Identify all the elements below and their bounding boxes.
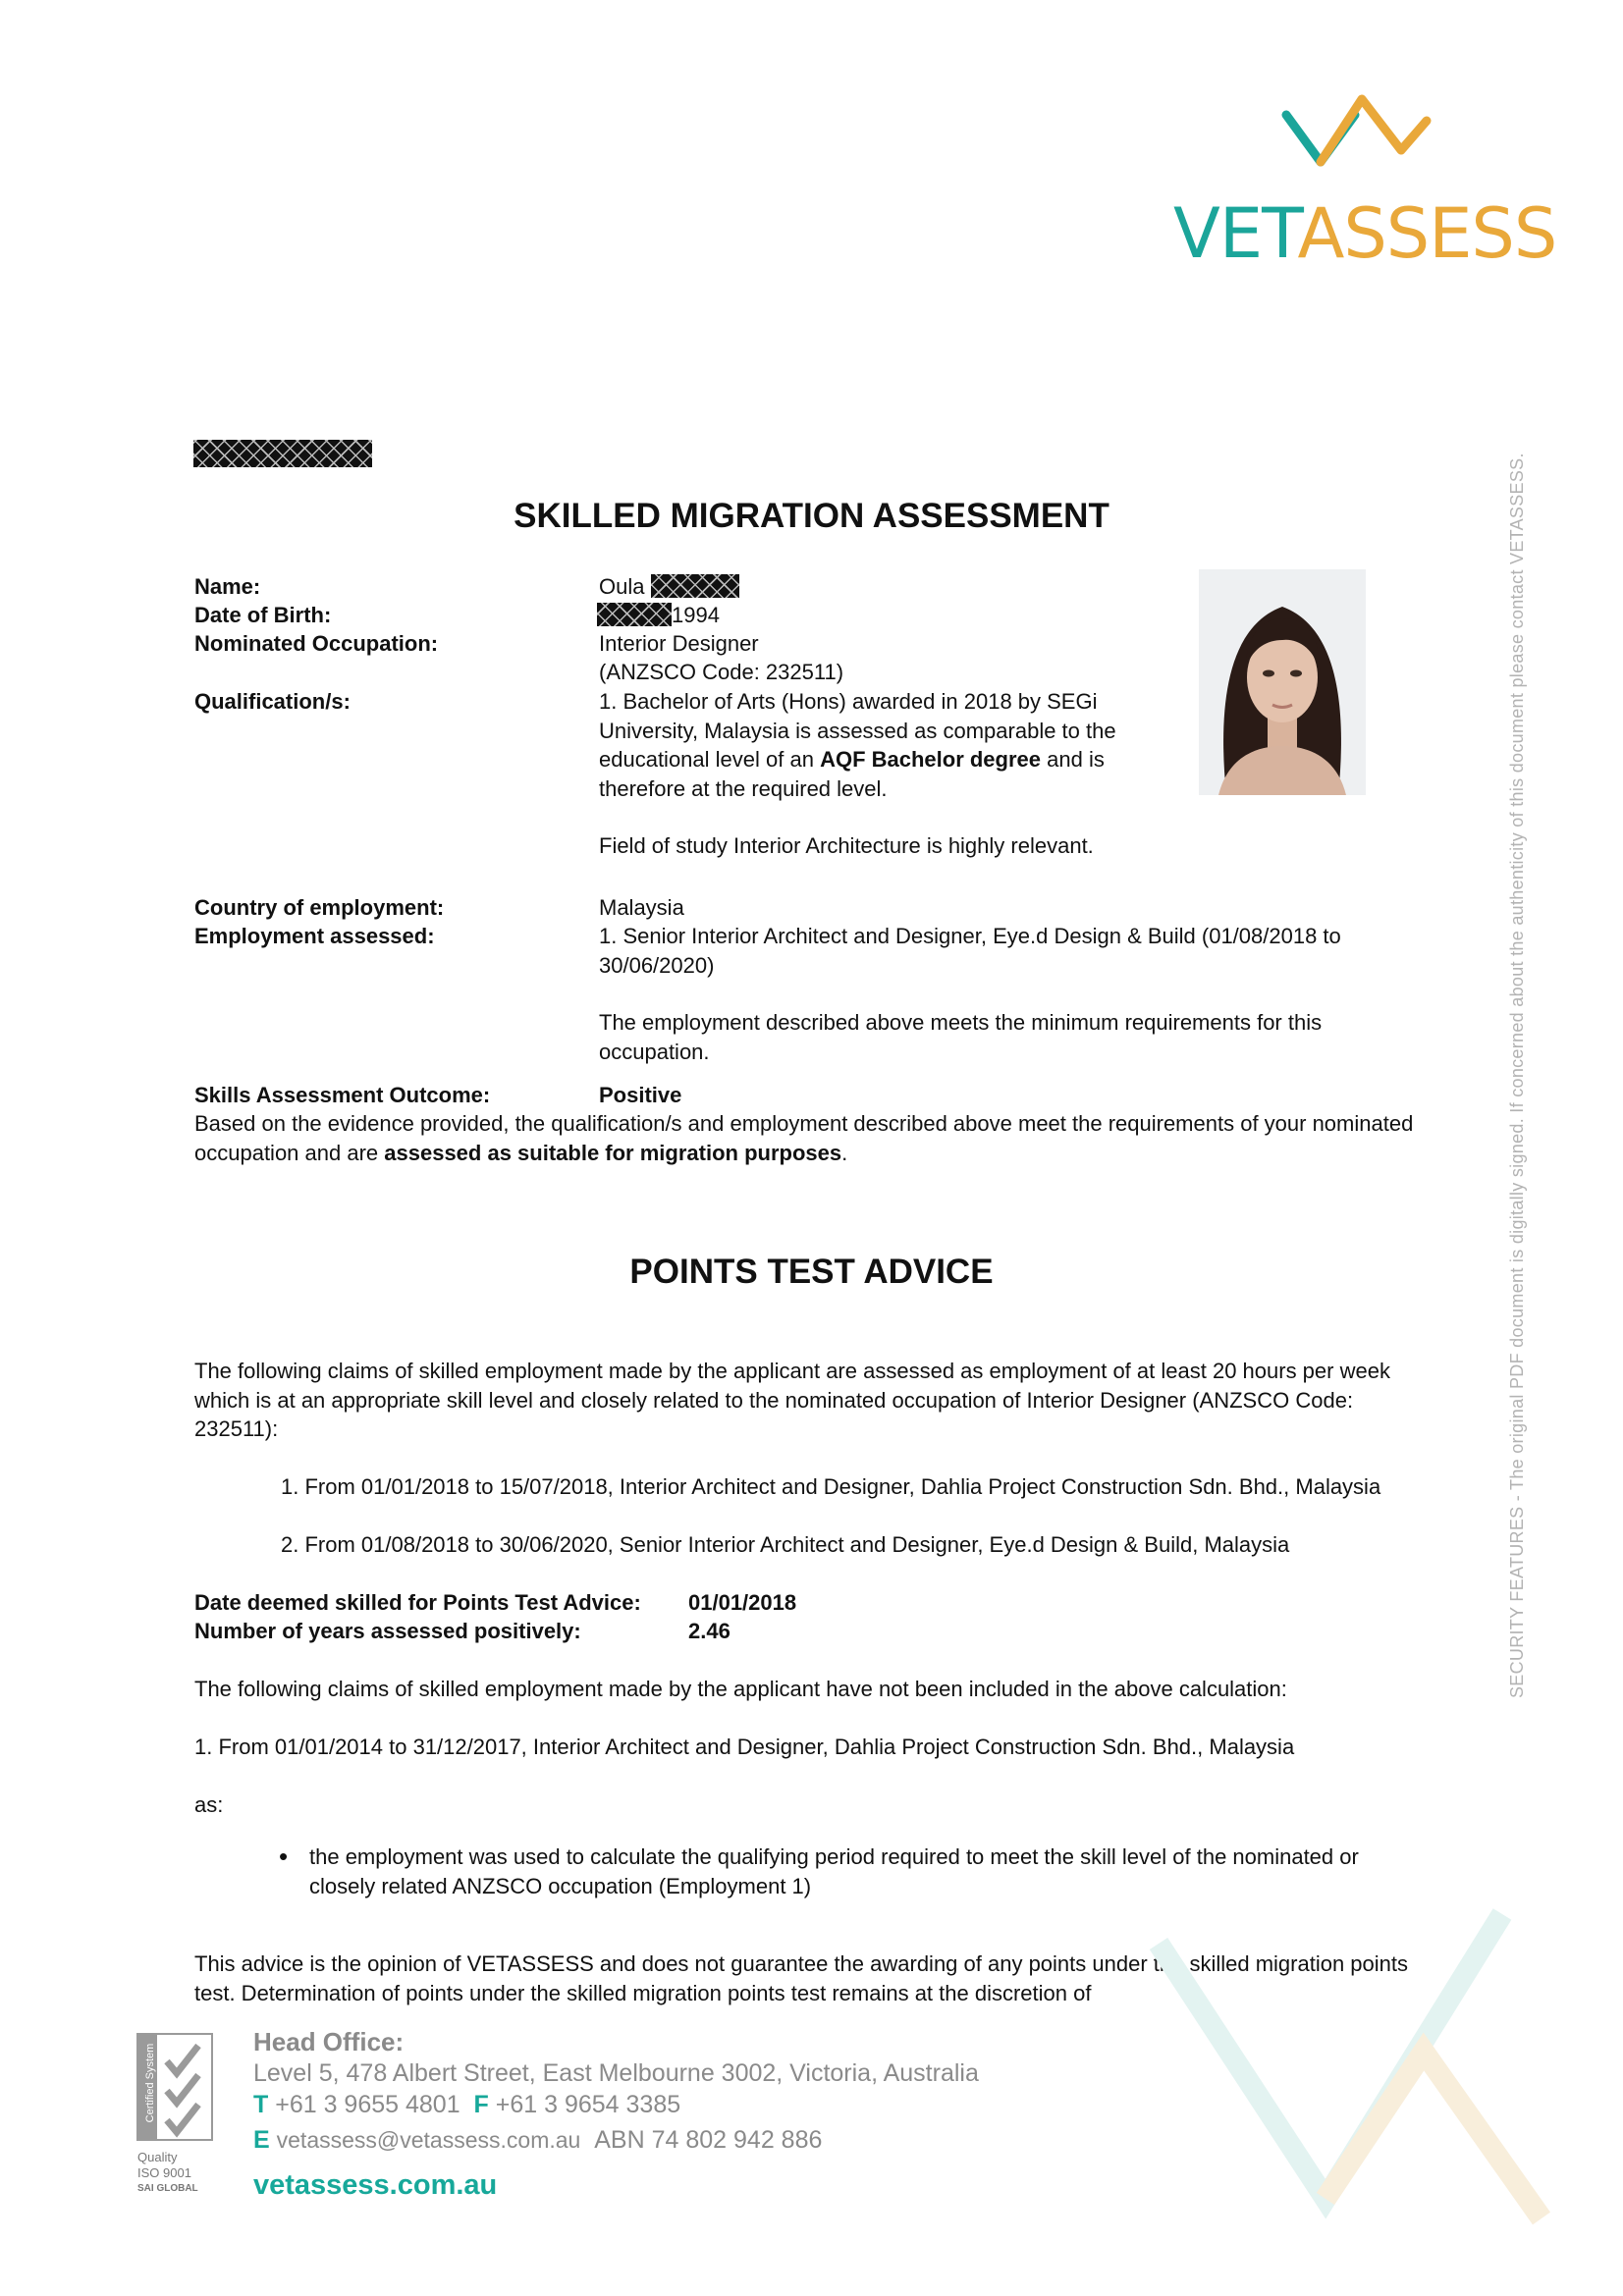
security-features-note: SECURITY FEATURES - The original PDF document is digitally signed. If concerned about the authenticity of this document please contact VETASSESS. (1507, 453, 1527, 1698)
qualification-text: 1. Bachelor of Arts (Hons) awarded in 2018 by SEGi University, Malaysia is assessed as comparable to the educational level of an (599, 689, 1116, 772)
fax-label: F (473, 2091, 489, 2118)
aqf-level: AQF Bachelor degree (820, 747, 1042, 772)
employment-note: The employment described above meets the minimum requirements for this occupation. (599, 1010, 1323, 1064)
country-value: Malaysia (599, 895, 684, 920)
head-office-label: Head Office: (253, 2027, 405, 2056)
fax-number: +61 3 9654 3385 (495, 2091, 681, 2118)
disclaimer: This advice is the opinion of VETASSESS and does not guarantee the awarding of any points under the skilled migration points test. Determination of points under the skilled migration points test remains at the discretion of (194, 1951, 1409, 2005)
dob-year: 1994 (672, 603, 720, 627)
email-label: E (253, 2126, 270, 2154)
abn-number: ABN 74 802 942 886 (594, 2126, 823, 2154)
redacted-reference (193, 440, 372, 468)
outcome-statement (194, 1109, 1422, 1167)
email-link[interactable]: vetassess@vetassess.com.au (276, 2127, 581, 2153)
qualification-label: Qualification/s: (194, 689, 351, 714)
contact-phone-line (253, 2091, 680, 2119)
dob-label: Date of Birth: (194, 603, 332, 627)
name-label: Name: (194, 574, 261, 599)
excluded-intro: The following claims of skilled employment made by the applicant have not been included in the above calculation: (194, 1677, 1287, 1701)
badge-iso: ISO 9001 (137, 2165, 191, 2180)
years-value: 2.46 (688, 1619, 730, 1643)
occupation-label: Nominated Occupation: (194, 631, 439, 656)
background-watermark (1129, 1826, 1623, 2296)
anzsco-code: (ANZSCO Code: 232511) (599, 660, 844, 684)
points-title: POINTS TEST ADVICE (629, 1253, 994, 1291)
logo-text-vet: VET (1173, 193, 1298, 274)
as-label: as: (194, 1792, 224, 1817)
excluded-item: 1. From 01/01/2014 to 31/12/2017, Interior Architect and Designer, Dahlia Project Construction Sdn. Bhd., Malaysia (194, 1735, 1295, 1759)
bullet-dot: • (279, 1842, 289, 1871)
years-label: Number of years assessed positively: (194, 1619, 581, 1643)
person-portrait-icon (1199, 569, 1366, 795)
name-redaction (651, 574, 739, 598)
date-deemed-value: 01/01/2018 (688, 1590, 797, 1615)
outcome-text: Based on the evidence provided, the qualification/s and employment described above meet the requirements of your nominated occupation and are (194, 1111, 1414, 1165)
exclusion-reason: the employment was used to calculate the qualifying period required to meet the skill level of the nominated or closely related ANZSCO occupation (Employment 1) (309, 1844, 1359, 1898)
assessment-title: SKILLED MIGRATION ASSESSMENT (514, 497, 1109, 535)
outcome-bold: assessed as suitable for migration purposes (384, 1140, 842, 1165)
vetassess-logo (1173, 93, 1557, 280)
dob-value (597, 601, 720, 630)
badge-sai: SAI GLOBAL (137, 2183, 198, 2194)
iso-badge (135, 2032, 214, 2199)
logo-mark-icon (1173, 93, 1546, 191)
qualification-value (599, 687, 1178, 803)
dob-redaction (597, 603, 672, 626)
phone-number: +61 3 9655 4801 (275, 2091, 460, 2118)
name-first: Oula (599, 574, 645, 599)
outcome-value: Positive (599, 1083, 682, 1107)
points-claim-1: 1. From 01/01/2018 to 15/07/2018, Interior Architect and Designer, Dahlia Project Construction Sdn. Bhd., Malaysia (281, 1474, 1381, 1499)
employment-value: 1. Senior Interior Architect and Designer, Eye.d Design & Build (01/08/2018 to 30/06/2020) (599, 924, 1341, 978)
country-label: Country of employment: (194, 895, 445, 920)
contact-email-line (253, 2126, 822, 2155)
badge-certified: Certified System (144, 2043, 156, 2123)
employment-label: Employment assessed: (194, 924, 435, 948)
phone-label: T (253, 2091, 269, 2118)
date-deemed-label: Date deemed skilled for Points Test Advice: (194, 1590, 641, 1615)
outcome-period: . (841, 1140, 848, 1165)
applicant-photo (1199, 569, 1366, 795)
occupation-value: Interior Designer (599, 631, 759, 656)
field-of-study: Field of study Interior Architecture is highly relevant. (599, 833, 1094, 858)
website-link[interactable]: vetassess.com.au (253, 2169, 498, 2201)
badge-quality: Quality (137, 2150, 178, 2164)
points-claim-2: 2. From 01/08/2018 to 30/06/2020, Senior Interior Architect and Designer, Eye.d Design & Build, Malaysia (281, 1532, 1290, 1557)
points-intro: The following claims of skilled employment made by the applicant are assessed as employment of at least 20 hours per week which is at an appropriate skill level and closely related to the nominated occupation of Interior Designer (ANZSCO Code: 232511): (194, 1359, 1390, 1441)
outcome-label: Skills Assessment Outcome: (194, 1083, 491, 1107)
qualification-text-end: and is therefore at the required level. (599, 747, 1105, 801)
logo-text-assess: ASSESS (1297, 193, 1557, 274)
head-office-address: Level 5, 478 Albert Street, East Melbourne 3002, Victoria, Australia (253, 2059, 979, 2087)
name-value (599, 572, 739, 602)
